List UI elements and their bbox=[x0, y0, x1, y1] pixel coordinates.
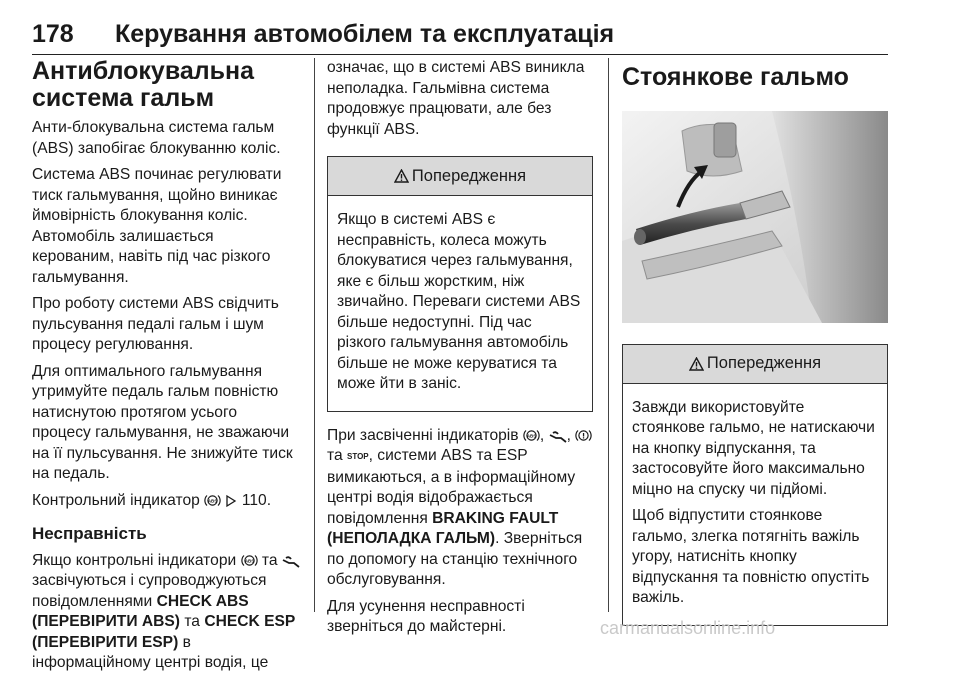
repair-paragraph: Для усунення несправності зверніться до майстерні. bbox=[327, 597, 525, 635]
abs-paragraph-3: Про роботу системи ABS свідчить пульсування педалі гальм і шум процесу регулювання. bbox=[32, 295, 279, 353]
column-3 bbox=[622, 58, 888, 640]
column-1 bbox=[32, 58, 300, 680]
warning-header: Попередження bbox=[328, 157, 592, 196]
brake-indicator-icon bbox=[575, 428, 592, 443]
watermark: carmanualsonline.info bbox=[600, 618, 776, 638]
abs-paragraph-1: Анти-блокувальна система гальм (ABS) запобігає блокуванню коліс. bbox=[32, 119, 281, 157]
chapter-title: Керування автомобілем та експлуатація bbox=[115, 20, 615, 48]
abs-indicator-icon bbox=[523, 428, 540, 443]
abs-indicator-reference: Контрольний індикатор ABS 110. bbox=[32, 491, 272, 509]
abs-paragraph-2: Система ABS починає регулювати тиск гальмування, щойно виникає ймовірність блокування коліс. Автомобіль залишається керованим, навіть під час різкого гальмування. bbox=[32, 166, 282, 286]
svg-text:ABS: ABS bbox=[526, 432, 537, 438]
esp-indicator-icon bbox=[282, 555, 300, 568]
svg-text:ABS: ABS bbox=[244, 557, 254, 563]
malfunction-heading: Несправність bbox=[32, 524, 147, 543]
column-divider-1 bbox=[314, 58, 315, 612]
warning-body: Якщо в системі ABS є несправність, колеса можуть блокуватися через гальмування, яке є більш жорстким, ніж звичайно. Переваги системи ABS більше недоступні. Під час різкого гальмування автомобіль більше не може керуватися та може йти в заніс. bbox=[337, 211, 581, 392]
page-ref-arrow-icon bbox=[225, 494, 237, 508]
parking-brake-heading: Стоянкове гальмо bbox=[622, 63, 849, 91]
page-header bbox=[32, 14, 888, 55]
esp-off-indicator-icon: STOP bbox=[346, 452, 369, 461]
column-divider-2 bbox=[608, 58, 609, 612]
warning-triangle-icon bbox=[689, 357, 704, 371]
esp-indicator-icon bbox=[549, 430, 567, 443]
abs-paragraph-4: Для оптимального гальмування утримуйте педаль гальм повністю натиснутою протягом усього процесу гальмування, не зважаючи на її пульсування. Не знижуйте тиск на педаль. bbox=[32, 362, 293, 482]
svg-text:ABS: ABS bbox=[208, 497, 218, 503]
esp-off-paragraph: При засвіченні індикаторів ABS , , та STOP, системи ABS та ESP вимикаються, а в інформаційному центрі водія відображається повідомлення BRAKING FAULT (НЕПОЛАДКА ГАЛЬМ). Зверніться по допомогу на станцію технічного обслуговування. bbox=[327, 426, 593, 591]
parking-brake-illustration bbox=[622, 111, 888, 323]
abs-indicator-icon bbox=[204, 493, 221, 508]
abs-malfunction-continued: означає, що в системі ABS виникла неполадка. Гальмівна система продовжує працювати, але без функції ABS. bbox=[327, 59, 585, 138]
warning-body: Завжди використовуйте стоянкове гальмо, не натискаючи на кнопку відпускання, та застосовуйте його максимально міцно на спуску чи підйомі. Щоб відпустити стоянкове гальмо, злегка потягніть важіль угору, натисніть кнопку відпускання та повністю опустіть важіль. bbox=[632, 398, 875, 606]
column-2 bbox=[327, 58, 593, 644]
parking-brake-warning-box bbox=[622, 344, 888, 626]
warning-header: Попередження bbox=[623, 345, 887, 384]
abs-heading: Антиблокувальна система гальм bbox=[32, 57, 255, 112]
warning-triangle-icon bbox=[394, 169, 409, 183]
abs-warning-box bbox=[327, 156, 593, 412]
malfunction-paragraph: Якщо контрольні індикатори ABS та засвічуються і супроводжуються повідомленнями CHECK ABS (ПЕРЕВІРИТИ ABS) та CHECK ESP (ПЕРЕВІРИТИ ESP) в інформаційному центрі водія, це bbox=[32, 551, 300, 674]
abs-indicator-icon bbox=[241, 553, 258, 568]
page-number: 178 bbox=[32, 20, 74, 48]
